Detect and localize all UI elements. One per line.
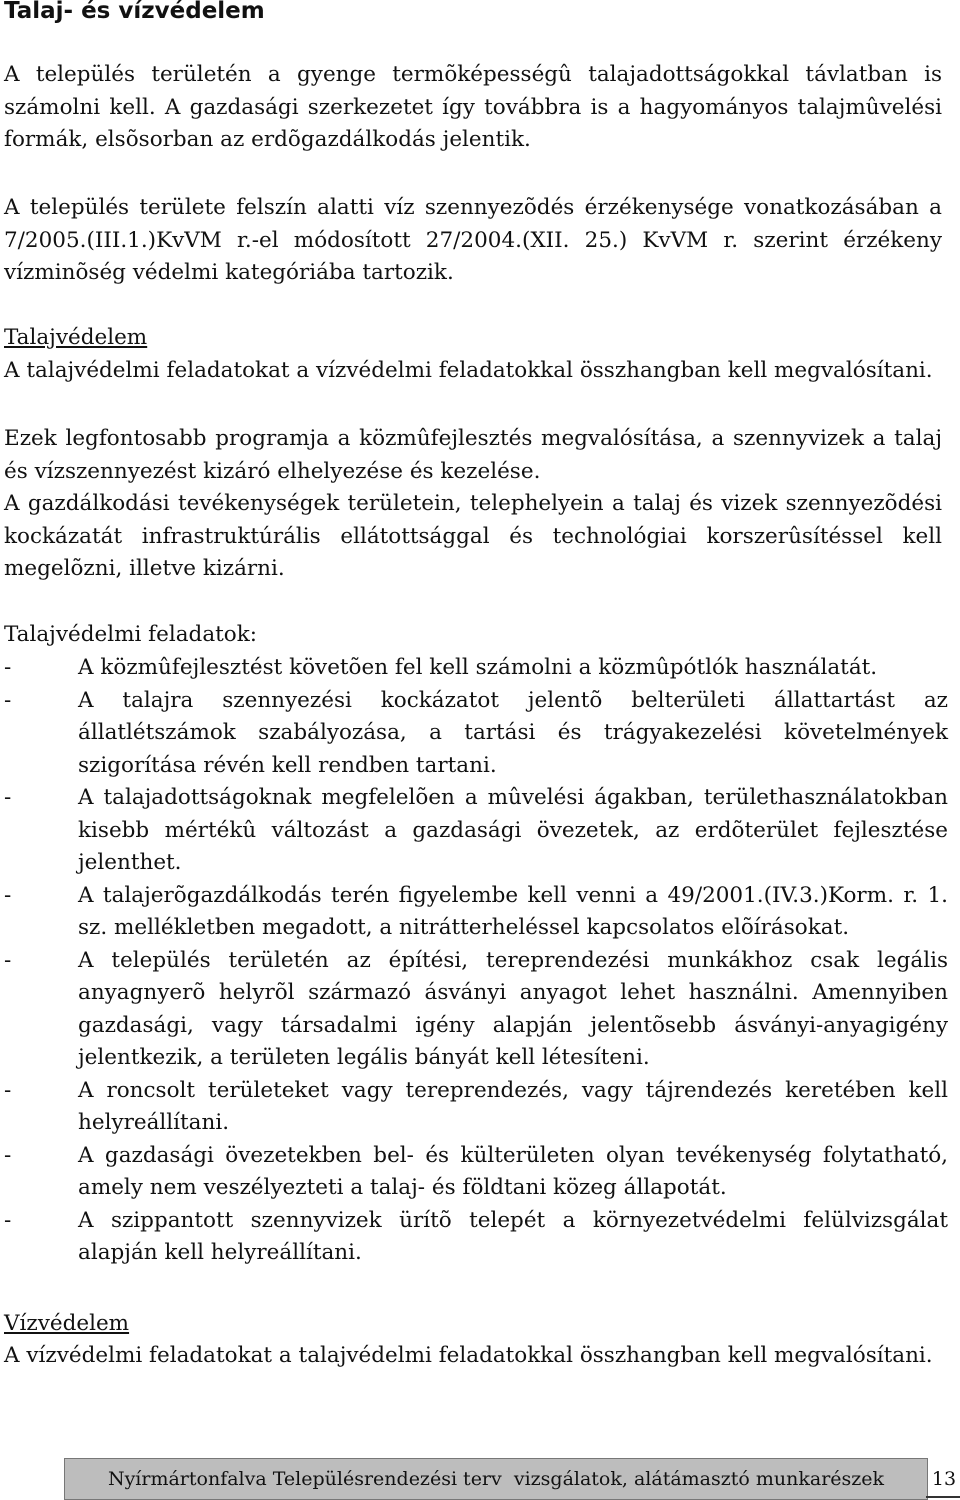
intro-paragraph: A település területén a gyenge termõképességû talajadottságokkal távlatban is számolni kell. A gazdasági szerkezetet így továbbra is a hagyományos talajmûvelési formák, elsõsorban az erdõgazdálkodás jelentik. xyxy=(4,62,942,152)
list-item-text: A szippantott szennyvizek ürítõ telepét a környezetvédelmi felülvizsgálat alapján kell helyreállítani. xyxy=(78,1207,948,1265)
list-item xyxy=(4,880,948,945)
talajvedelem-paragraph-2: Ezek legfontosabb programja a közmûfejlesztés megvalósítása, a szennyvizek a talaj és vízszennyezést kizáró elhelyezése és kezelése. xyxy=(4,426,942,484)
talajvedelem-paragraph-3: A gazdálkodási tevékenységek területein, telephelyein a talaj és vizek szennyezõdési kockázatát infrastruktúrális ellátottsággal és technológiai korszerûsítéssel kell megelõzni, illetve kizárni. xyxy=(4,491,942,581)
list-item xyxy=(4,1140,948,1205)
feladatok-heading: Talajvédelmi feladatok: xyxy=(4,622,257,647)
vizvedelem-paragraph: A vízvédelmi feladatokat a talajvédelmi feladatokkal összhangban kell megvalósítani. xyxy=(4,1343,933,1368)
list-dash: - xyxy=(4,687,12,713)
list-dash: - xyxy=(4,1207,12,1233)
list-item-text: A talajerõgazdálkodás terén figyelembe kell venni a 49/2001.(IV.3.)Korm. r. 1. sz. mellékletben megadott, a nitrátterheléssel kapcsolatos elõírásokat. xyxy=(78,882,948,940)
list-item-text: A gazdasági övezetekben bel- és külterületen olyan tevékenység folytatható, amely nem veszélyezteti a talaj- és földtani közeg állapotát. xyxy=(78,1142,948,1200)
list-item xyxy=(4,685,948,783)
footer-text: Nyírmártonfalva Településrendezési terv vizsgálatok, alátámasztó munkarészek xyxy=(107,1468,885,1490)
page-footer xyxy=(64,1458,928,1500)
list-item xyxy=(4,1205,948,1270)
list-item-text: A talajadottságoknak megfelelõen a mûvelési ágakban, területhasználatokban kisebb mértékû változást a gazdasági övezetek, az erdõterület fejlesztése jelenthet. xyxy=(78,785,948,875)
list-item-text: A talajra szennyezési kockázatot jelentõ belterületi állattartást az állatlétszámok szabályozása, a tartási és trágyakezelési követelmények szigorítása révén kell rendben tartani. xyxy=(78,687,948,778)
feladatok-list xyxy=(4,652,948,1270)
page-number: 13 xyxy=(931,1468,957,1490)
talajvedelem-heading: Talajvédelem xyxy=(4,325,148,350)
page-number-rule xyxy=(926,1496,960,1498)
list-item xyxy=(4,1075,948,1140)
list-dash: - xyxy=(4,785,12,810)
list-dash: - xyxy=(4,655,12,680)
list-dash: - xyxy=(4,1077,12,1103)
vizvedelem-heading: Vízvédelem xyxy=(4,1311,130,1336)
groundwater-paragraph: A település területe felszín alatti víz szennyezõdés érzékenysége vonatkozásában a 7/2005.(III.1.)KvVM r.-el módosított 27/2004.(XII. 25.) KvVM r. szerint érzékeny vízminõség védelmi kategóriába tartozik. xyxy=(4,195,942,285)
talajvedelem-paragraph-1: A talajvédelmi feladatokat a vízvédelmi feladatokkal összhangban kell megvalósítani. xyxy=(4,358,933,383)
list-item-text: A közmûfejlesztést követõen fel kell számolni a közmûpótlók használatát. xyxy=(78,655,878,680)
page-title: Talaj- és vízvédelem xyxy=(4,0,265,24)
list-dash: - xyxy=(4,1142,12,1168)
list-item-text: A roncsolt területeket vagy tereprendezés, vagy tájrendezés keretében kell helyreállítani. xyxy=(78,1077,948,1135)
list-dash: - xyxy=(4,882,12,908)
list-item-text: A település területén az építési, tereprendezési munkákhoz csak legális anyagnyerõ helyrõl származó ásványi anyagot lehet használni. Amennyiben gazdasági, vagy társadalmi igény alapján jelentõsebb ásványi-anyagigény jelentkezik, a területen legális bányát kell létesíteni. xyxy=(78,947,948,1070)
list-dash: - xyxy=(4,947,12,973)
list-item xyxy=(4,782,948,880)
list-item xyxy=(4,945,948,1075)
list-item xyxy=(4,652,948,685)
